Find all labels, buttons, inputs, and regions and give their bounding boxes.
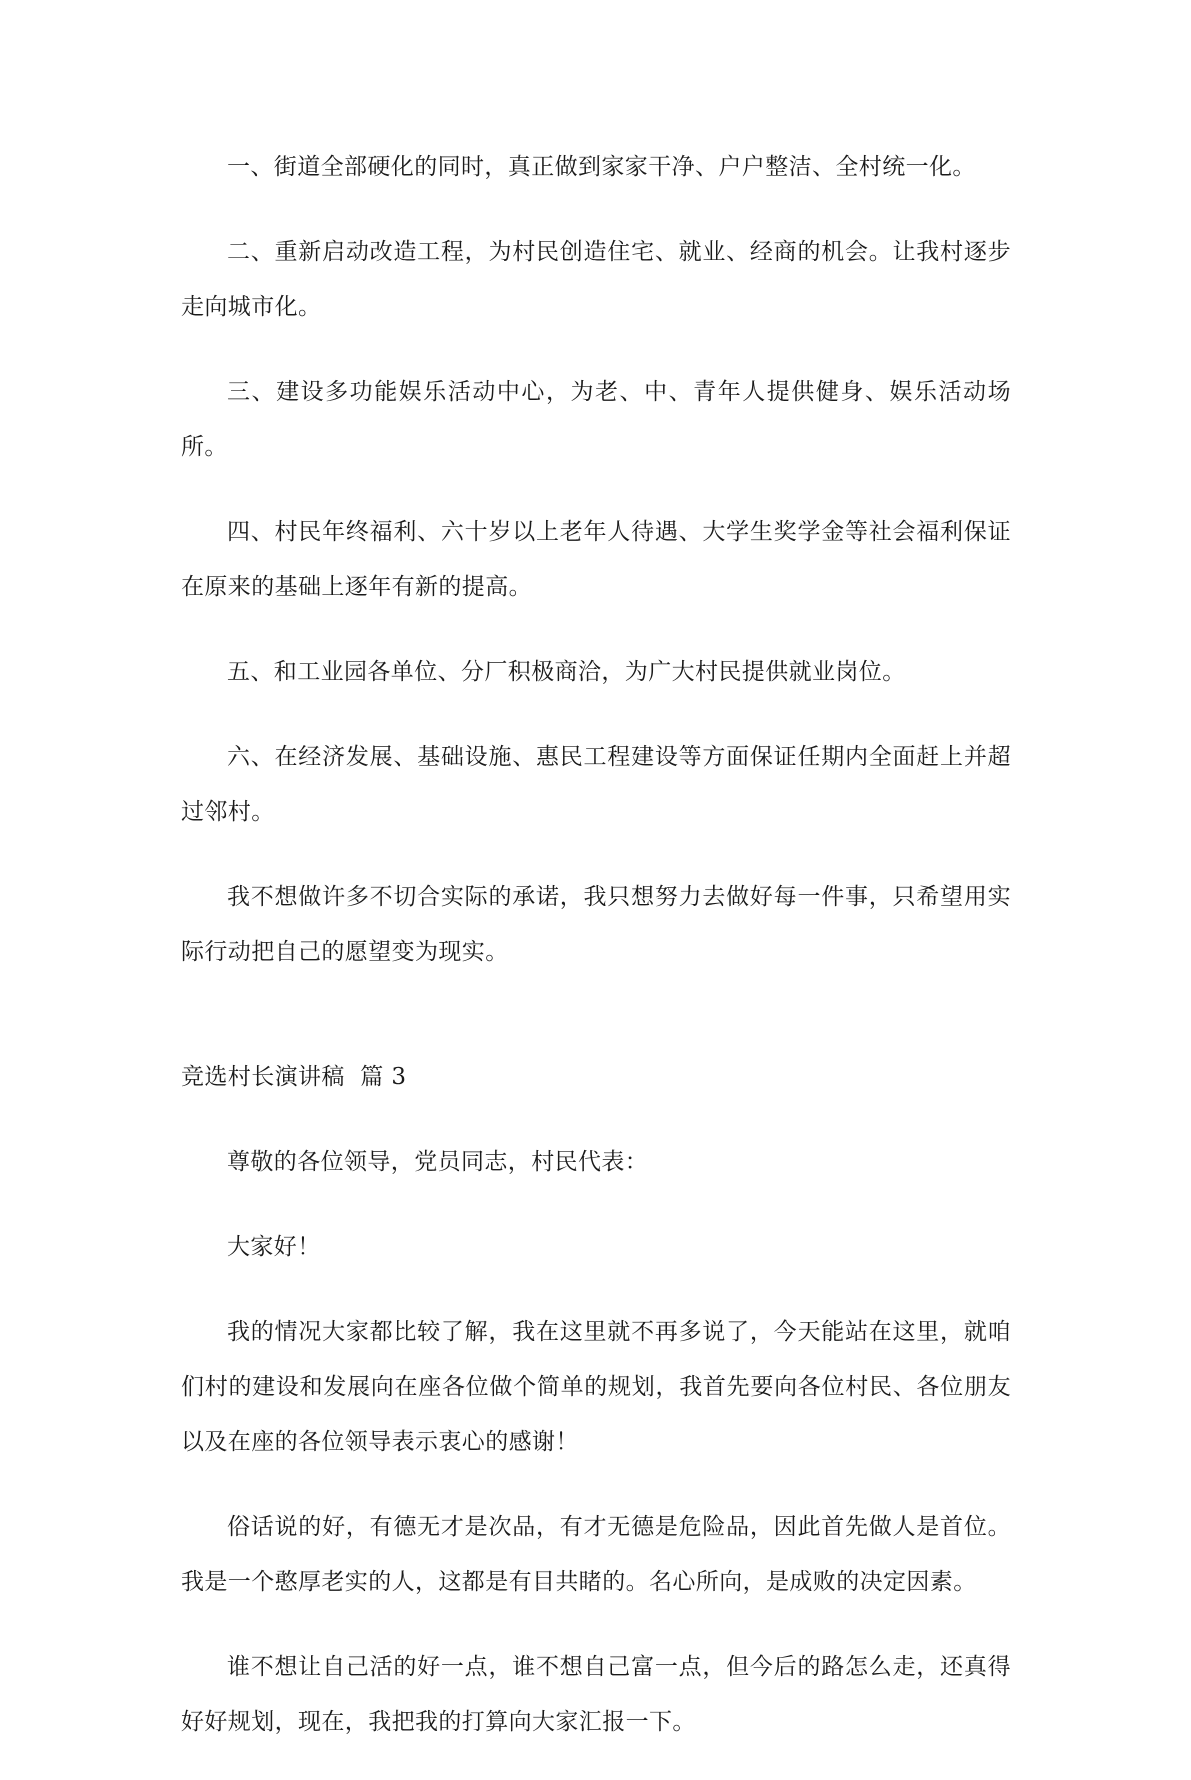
greeting: 大家好！ [227, 1234, 321, 1260]
paragraph-plan: 谁不想让自己活的好一点，谁不想自己富一点，但今后的路怎么走，还真得好好规划，现在，我把我的打算向大家汇报一下。 [181, 1654, 1011, 1735]
paragraph-item-2: 二、重新启动改造工程，为村民创造住宅、就业、经商的机会。让我村逐步走向城市化。 [181, 239, 1011, 320]
paragraph-item-5: 五、和工业园各单位、分厂积极商洽，为广大村民提供就业岗位。 [227, 659, 906, 685]
paragraph-item-4: 四、村民年终福利、六十岁以上老年人待遇、大学生奖学金等社会福利保证在原来的基础上逐年有新的提高。 [181, 519, 1011, 600]
salutation: 尊敬的各位领导，党员同志，村民代表： [227, 1149, 649, 1175]
paragraph-closing: 我不想做许多不切合实际的承诺，我只想努力去做好每一件事，只希望用实际行动把自己的愿望变为现实。 [181, 884, 1011, 965]
document-body [181, 140, 1011, 1780]
paragraph-introduction: 我的情况大家都比较了解，我在这里就不再多说了，今天能站在这里，就咱们村的建设和发展向在座各位做个简单的规划，我首先要向各位村民、各位朋友以及在座的各位领导表示衷心的感谢！ [181, 1319, 1011, 1455]
paragraph-item-3: 三、建设多功能娱乐活动中心，为老、中、青年人提供健身、娱乐活动场所。 [181, 379, 1011, 460]
paragraph-item-6: 六、在经济发展、基础设施、惠民工程建设等方面保证任期内全面赶上并超过邻村。 [181, 744, 1011, 825]
paragraph-item-1: 一、街道全部硬化的同时，真正做到家家干净、户户整洁、全村统一化。 [227, 154, 976, 180]
paragraph-character: 俗话说的好，有德无才是次品，有才无德是危险品，因此首先做人是首位。我是一个憨厚老实的人，这都是有目共睹的。名心所向，是成败的决定因素。 [181, 1514, 1011, 1595]
section-heading: 竞选村长演讲稿 篇 3 [181, 1064, 407, 1090]
